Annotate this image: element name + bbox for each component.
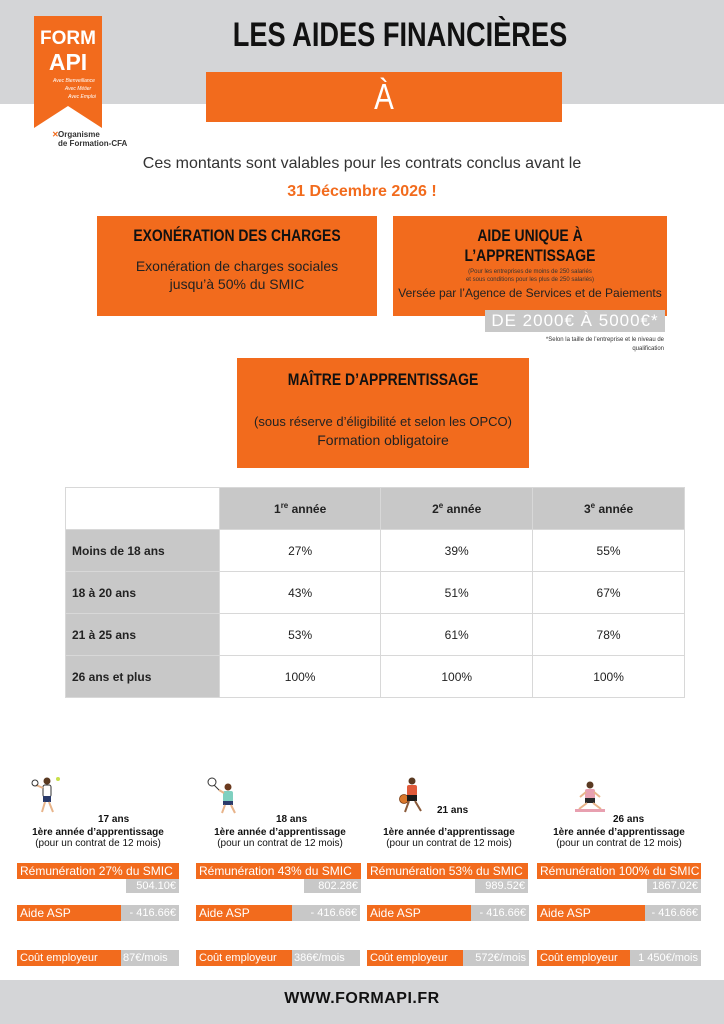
website-link[interactable]: WWW.FORMAPI.FR [284,990,440,1007]
maitre-title: MAÎTRE D’APPRENTISSAGE [287,370,479,389]
table-corner-cell [66,488,220,530]
table-row [66,656,685,698]
logo-x-mark: ✕ [52,130,59,139]
deadline-text: 31 Décembre 2026 ! [287,183,437,200]
header-year-1 [220,488,381,530]
remuneration-value: 504.10€ [126,879,179,893]
svg-text:Avec Bienveillance: Avec Bienveillance [53,78,95,84]
header-year-2-sup: e [438,501,444,510]
header-year-3-rest: année [595,502,634,516]
remuneration-bar: Rémunération 100% du SMIC [537,863,701,879]
logo-org-text [52,130,158,148]
logo-org-line2: de Formation-CFA [58,139,128,148]
badminton-player-icon [206,775,240,815]
cout-value: 572€/mois [463,950,529,966]
intro-text: Ces montants sont valables pour les contrats conclus avant le [142,155,582,172]
rate-cell: 51% [381,572,533,614]
rate-cell: 53% [220,614,381,656]
aide-value: - 416.66€ [121,905,179,921]
apprentice-rates-table [65,487,685,698]
table-row [66,572,685,614]
remuneration-bar: Rémunération 43% du SMIC [196,863,361,879]
exoneration-text-line2: jusqu’à 50% du SMIC [169,276,305,292]
example-months: (pour un contrat de 12 mois) [217,838,343,849]
aide-bar: Aide ASP [196,905,292,921]
header-year-2-rest: année [443,502,482,516]
rate-cell: 27% [220,530,381,572]
rate-cell: 39% [381,530,533,572]
remuneration-bar: Rémunération 27% du SMIC [17,863,179,879]
cout-bar: Coût employeur [17,950,121,966]
rate-cell: 100% [220,656,381,698]
cout-value: 87€/mois [121,950,179,966]
aide-value: - 416.66€ [645,905,701,921]
header-year-3-num: 3 [583,502,591,516]
remuneration-value: 802.28€ [304,879,361,893]
rate-cell: 55% [533,530,685,572]
example-year: 1ère année d’apprentissage [383,827,515,838]
aide-amount-badge: DE 2000€ À 5000€* [485,310,665,332]
remuneration-bar: Rémunération 53% du SMIC [367,863,528,879]
header-year-2-num: 2 [432,502,439,516]
aide-footnote-line2: qualification [632,346,664,352]
rate-cell: 43% [220,572,381,614]
row-label: 18 à 20 ans [66,572,220,614]
cout-bar: Coût employeur [196,950,292,966]
exoneration-box [97,216,377,316]
exoneration-text-line1: Exonération de charges sociales [135,258,339,274]
example-year: 1ère année d’apprentissage [553,827,685,838]
table-row [66,530,685,572]
page-title: LES AIDES FINANCIÈRES [232,16,568,54]
svg-text:Avec Métier: Avec Métier [64,86,92,92]
cout-value: 386€/mois [292,950,360,966]
exoneration-title: EXONÉRATION DES CHARGES [133,226,341,245]
example-age: 21 ans [437,805,469,816]
example-year: 1ère année d’apprentissage [214,827,346,838]
example-age: 26 ans [613,814,645,825]
header-year-3-sup: e [590,501,596,510]
basketball-player-icon [395,775,429,815]
example-months: (pour un contrat de 12 mois) [35,838,161,849]
aide-footnote-line1: *Selon la taille de l’entreprise et le niveau de [545,337,664,343]
example-age: 18 ans [276,814,308,825]
header-year-2 [381,488,533,530]
maitre-box [237,358,529,468]
page-subtitle: À L’APPRENTISSAGE [248,76,520,159]
aide-unique-text: Versée par l’Agence de Services et de Paiements [398,286,662,300]
example-months: (pour un contrat de 12 mois) [556,838,682,849]
rate-cell: 100% [533,656,685,698]
maitre-text-line1: (sous réserve d’éligibilité et selon les OPCO) [254,414,512,429]
cout-value: 1 450€/mois [630,950,701,966]
aide-unique-note-line2: et sous conditions pour les plus de 250 salariés) [465,277,595,283]
remuneration-value: 1867.02€ [647,879,701,893]
aide-bar: Aide ASP [17,905,121,921]
row-label: 21 à 25 ans [66,614,220,656]
example-year: 1ère année d’apprentissage [32,827,164,838]
aide-bar: Aide ASP [537,905,645,921]
header-year-1-rest: année [288,502,327,516]
aide-bar: Aide ASP [367,905,471,921]
table-header-row [66,488,685,530]
svg-text:Avec Emploi: Avec Emploi [68,94,96,100]
fitness-icon [573,779,607,819]
example-months: (pour un contrat de 12 mois) [386,838,512,849]
rate-cell: 61% [381,614,533,656]
aide-unique-box [393,216,667,316]
rate-cell: 67% [533,572,685,614]
rate-cell: 100% [381,656,533,698]
header-year-3 [533,488,685,530]
logo-org-line1: Organisme [58,130,100,139]
aide-footnote [470,336,664,354]
example-age: 17 ans [98,814,130,825]
remuneration-value: 989.52€ [475,879,528,893]
maitre-text-line2: Formation obligatoire [317,432,449,448]
aide-value: - 416.66€ [292,905,360,921]
header-year-1-sup: re [280,501,289,510]
row-label: 26 ans et plus [66,656,220,698]
table-row [66,614,685,656]
rate-cell: 78% [533,614,685,656]
cout-bar: Coût employeur [537,950,630,966]
header-year-1-num: 1 [274,502,281,516]
aide-unique-note-line1: (Pour les entreprises de moins de 250 salariés [468,269,592,275]
aide-value: - 416.66€ [471,905,529,921]
aide-unique-title: AIDE UNIQUE À L’APPRENTISSAGE [464,226,596,265]
row-label: Moins de 18 ans [66,530,220,572]
svg-text:API: API [48,49,88,75]
svg-text:FORM: FORM [40,28,96,49]
formapi-logo [34,16,102,128]
tennis-player-icon [30,775,64,815]
cout-bar: Coût employeur [367,950,463,966]
